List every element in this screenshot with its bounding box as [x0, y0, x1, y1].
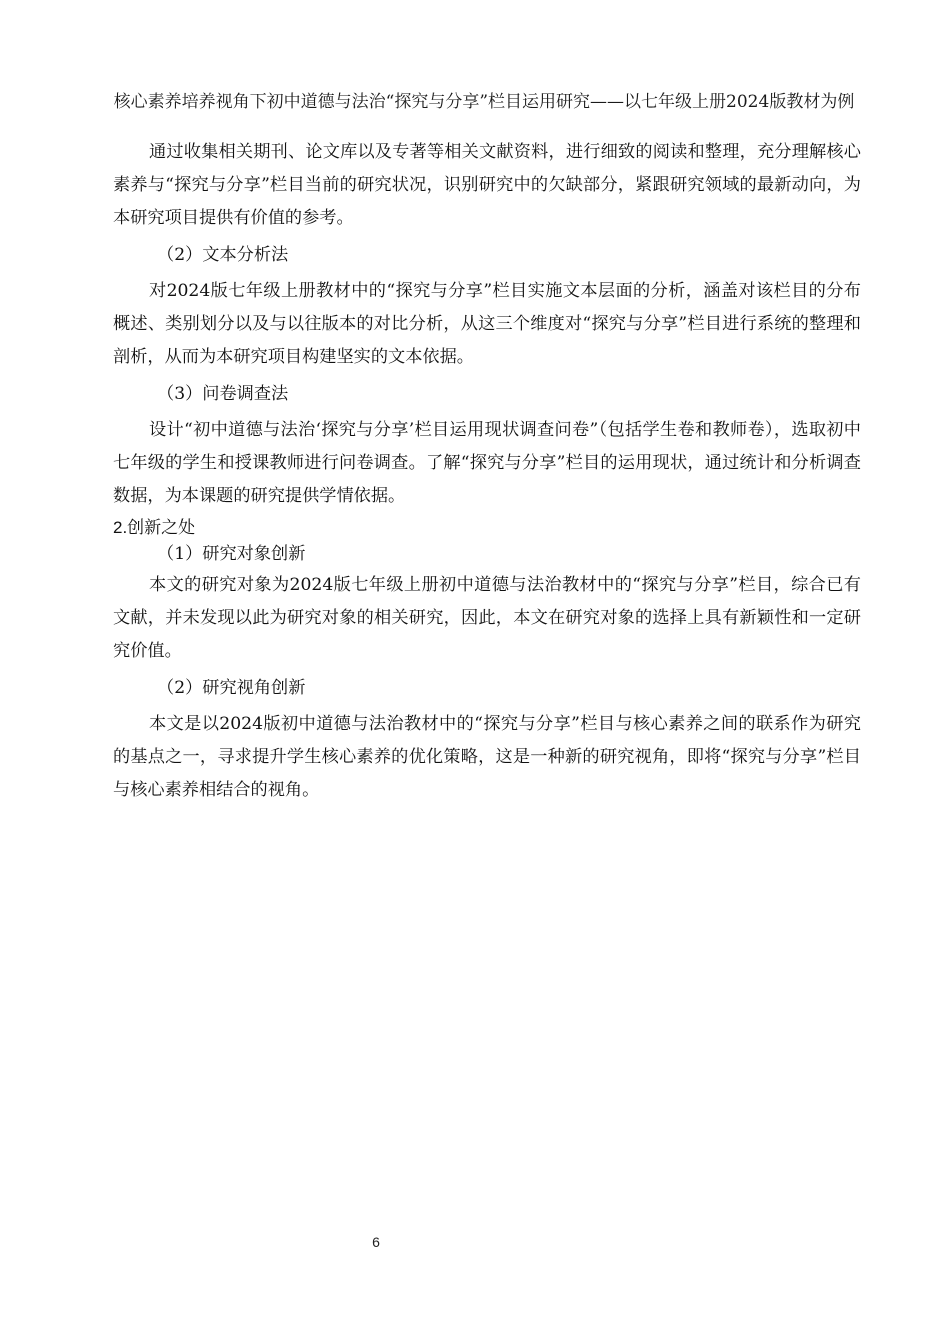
- questionnaire-method-paragraph: 设计“初中道德与法治‘探究与分享’栏目运用现状调查问卷”（包括学生卷和教师卷），选取初中七年级的学生和授课教师进行问卷调查。了解“探究与分享”栏目的运用现状，通过统计和分析调查数据，为本课题的研究提供学情依据。: [113, 420, 861, 506]
- innovation-perspective-title: （2）研究视角创新: [157, 678, 306, 698]
- text-analysis-method-paragraph: 对2024版七年级上册教材中的“探究与分享”栏目实施文本层面的分析，涵盖对该栏目的分布概述、类别划分以及与以往版本的对比分析，从这三个维度对“探究与分享”栏目进行系统的整理和剖析，从而为本研究项目构建坚实的文本依据。: [113, 281, 861, 367]
- page-number: 6: [372, 1234, 380, 1250]
- innovation-object-paragraph: 本文的研究对象为2024版七年级上册初中道德与法治教材中的“探究与分享”栏目，综合已有文献，并未发现以此为研究对象的相关研究，因此，本文在研究对象的选择上具有新颖性和一定研究价值。: [113, 575, 861, 661]
- intro-paragraph: 通过收集相关期刊、论文库以及专著等相关文献资料，进行细致的阅读和整理，充分理解核心素养与“探究与分享”栏目当前的研究状况，识别研究中的欠缺部分，紧跟研究领域的最新动向，为本研究项目提供有价值的参考。: [113, 142, 861, 228]
- page-header-title: 核心素养培养视角下初中道德与法治“探究与分享”栏目运用研究——以七年级上册2024版教材为例: [113, 92, 855, 112]
- innovation-object-title: （1）研究对象创新: [157, 544, 306, 564]
- innovation-section-heading: 2.创新之处: [113, 518, 196, 537]
- document-body: [113, 136, 861, 807]
- text-analysis-method-title: （2）文本分析法: [157, 245, 289, 265]
- innovation-perspective-paragraph: 本文是以2024版初中道德与法治教材中的“探究与分享”栏目与核心素养之间的联系作为研究的基点之一，寻求提升学生核心素养的优化策略，这是一种新的研究视角，即将“探究与分享”栏目与核心素养相结合的视角。: [113, 714, 861, 800]
- questionnaire-method-title: （3）问卷调查法: [157, 384, 289, 404]
